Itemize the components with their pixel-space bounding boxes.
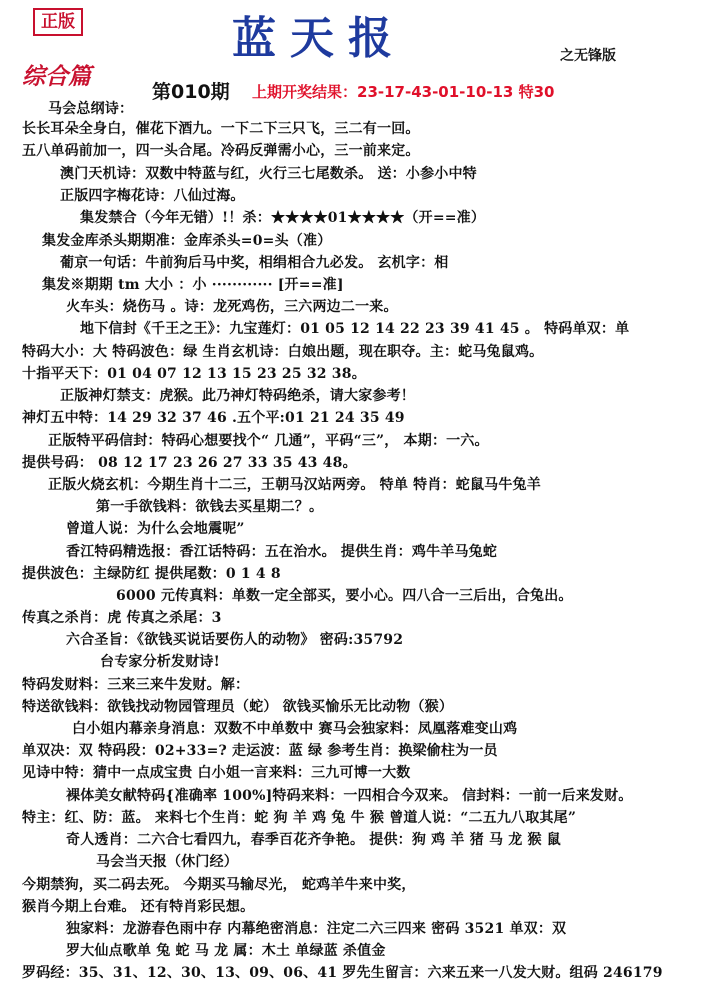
text-line: 马会总纲诗： [48,101,134,117]
text-line: 葡京一句话：牛前狗后马中奖，相绢相合九必发。 玄机字：相 [60,255,449,271]
text-line: 马会当天报（休门经） [96,854,238,870]
text-line: 特码发财料：三来三来牛发财。解： [22,677,250,693]
text-line: 裸体美女献特码{准确率 100%]特码来料：一四相合今双来。 信封料：一前一后来发财。 [66,788,633,804]
text-line: 十指平天下：01 04 07 12 13 15 23 25 32 38。 [22,366,366,382]
text-line: 六合圣旨：《欲钱买说话要伤人的动物》 密码:35792 [66,632,404,648]
text-line: 提供号码： 08 12 17 23 26 27 33 35 43 48。 [22,455,357,471]
text-line: 正版火烧玄机：今期生肖十二三，王朝马汉站两旁。 特单 特肖：蛇鼠马牛兔羊 [48,477,541,493]
edition-badge: 正版 [33,8,83,36]
text-line: 特码大小：大 特码波色：绿 生肖玄机诗：白娘出题，现在职夺。主：蛇马兔鼠鸡。 [22,344,544,360]
text-line: 台专家分析发财诗! [100,654,220,670]
text-line: 特主：红、防：蓝。 来料七个生肖：蛇 狗 羊 鸡 兔 牛 猴 曾道人说：“二五九八取其尾” [22,810,577,826]
text-line: 奇人透肖：二六合七看四九，春季百花齐争艳。 提供：狗 鸡 羊 猪 马 龙 猴 鼠 [66,832,561,848]
text-line: 正版四字梅花诗：八仙过海。 [60,188,245,204]
text-line: 提供波色：主绿防红 提供尾数：0 1 4 8 [22,566,281,582]
text-line: 神灯五中特：14 29 32 37 46 .五个平:01 21 24 35 49 [22,410,405,426]
text-line: 五八单码前加一，四一头合尾。冷码反弹需小心，三一前来定。 [22,143,420,159]
text-line: 澳门天机诗：双数中特蓝与红，火行三七尾数杀。 送：小参小中特 [60,166,477,182]
text-line: 长长耳朵全身白，催花下酒九。一下二下三只飞，三二有一回。 [22,121,420,137]
text-line: 集发※期期 tm 大小 ：小 ············ [开==准] [42,277,344,293]
text-line: 地下信封《千王之王》：九宝莲灯：01 05 12 14 22 23 39 41 45 。 特码单双：单 [80,321,630,337]
text-line: 第一手欲钱料：欲钱去买星期二？。 [96,499,324,515]
last-draw-result: 上期开奖结果：23-17-43-01-10-13 特30 [252,83,555,101]
text-line: 罗码经：35、31、12、30、13、09、06、41 罗先生留言：六来五来一八发大财。组码 246179 [22,965,663,981]
issue-number: 第010期 [152,81,230,103]
text-line: 火车头：烧伤马 。诗：龙死鸡伤，三六两边二一来。 [66,299,398,315]
newspaper-title: 蓝天报 [232,13,406,64]
text-line: 6000 元传真料：单数一定全部买，要小心。四八合一三后出，合兔出。 [116,588,573,604]
text-line: 罗大仙点歌单 兔 蛇 马 龙 属：木土 单绿蓝 杀值金 [66,943,386,959]
text-line: 特送欲钱料：欲钱找动物园管理员（蛇） 欲钱买愉乐无比动物（猴） [22,699,454,715]
text-line: 今期禁狗，买二码去死。 今期买马输尽光， 蛇鸡羊牛来中奖， [22,877,416,893]
text-line: 白小姐内幕亲身消息：双数不中单数中 赛马会独家料：凤凰落难变山鸡 [72,721,518,737]
text-line: 独家料：龙游春色雨中存 内幕绝密消息：注定二六三四来 密码 3521 单双：双 [66,921,567,937]
text-line: 正版神灯禁支：虎猴。此乃神灯特码绝杀，请大家参考！ [60,388,415,404]
text-line: 传真之杀肖：虎 传真之杀尾：3 [22,610,222,626]
edition-subtitle: 之无锋版 [560,48,616,64]
text-line: 集发金库杀头期期准：金库杀头=0=头（准） [42,233,332,249]
text-line: 见诗中特：猜中一点成宝贵 白小姐一言来料：三九可博一大数 [22,765,411,781]
text-line: 猴肖今期上台难。 还有特肖彩民想。 [22,899,255,915]
text-line: 正版特平码信封：特码心想要找个“ 几通”，平码“三”， 本期：一六。 [48,433,489,449]
text-line: 集发禁合（今年无错）!！杀：★★★★01★★★★（开==准） [80,210,486,226]
section-title: 综合篇 [22,63,91,90]
text-line: 单双决：双 特码段：02+33=? 走运波：蓝 绿 参考生肖：换梁偷柱为一员 [22,743,498,759]
text-line: 香江特码精选报：香江话特码：五在治水。 提供生肖：鸡牛羊马兔蛇 [66,544,498,560]
text-line: 曾道人说：为什么会地震呢” [66,521,245,537]
